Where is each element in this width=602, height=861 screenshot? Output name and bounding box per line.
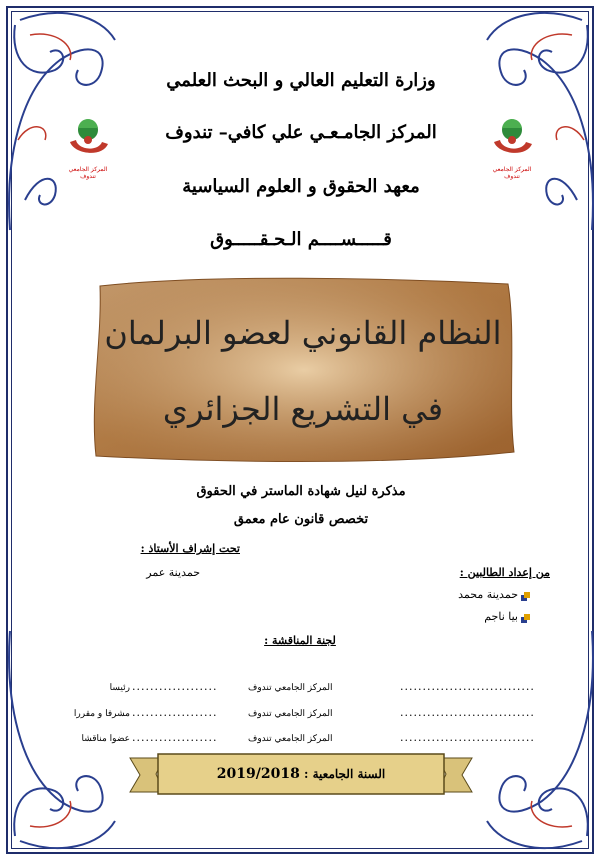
ministry-title: وزارة التعليم العالي و البحث العلمي xyxy=(166,70,436,91)
specialty-statement: تخصص قانون عام معمق xyxy=(233,512,369,527)
member-name-placeholder: .............................. xyxy=(400,680,535,693)
member-institution: المركز الجامعي تندوف xyxy=(248,709,333,719)
supervisor-name: حمدينة عمر xyxy=(146,566,200,579)
university-logo-left xyxy=(60,108,116,180)
member-role: عضوا مناقشا xyxy=(81,734,130,744)
department-name: قـــــســــم الـحـقـــــوق xyxy=(210,229,392,250)
academic-year-value: 2019/2018 xyxy=(216,766,300,782)
member-name-placeholder: .............................. xyxy=(400,706,535,719)
university-emblem-icon xyxy=(484,108,540,164)
logo-caption: المركز الجامعي تندوف xyxy=(68,166,108,180)
university-logo-right xyxy=(484,108,540,180)
academic-year xyxy=(158,766,444,782)
member-role: رئيسا xyxy=(109,683,130,693)
degree-statement: مذكرة لنيل شهادة الماستر في الحقوق xyxy=(196,484,406,499)
member-dots: ................... xyxy=(132,706,218,719)
thesis-title-line2: في التشريع الجزائري xyxy=(162,390,444,428)
member-institution: المركز الجامعي تندوف xyxy=(248,683,333,693)
student-item xyxy=(420,588,530,601)
committee-label: لجنة المناقشة : xyxy=(264,634,336,647)
thesis-title-line1: النظام القانوني لعضو البرلمان xyxy=(104,314,502,352)
member-institution: المركز الجامعي تندوف xyxy=(248,734,333,744)
academic-year-label: السنة الجامعية : xyxy=(304,767,386,781)
student-bullet-icon xyxy=(521,613,530,622)
title-scroll xyxy=(88,272,518,468)
logo-caption: المركز الجامعي تندوف xyxy=(492,166,532,180)
student-bullet-icon xyxy=(521,591,530,600)
parchment-scroll-icon xyxy=(88,272,518,468)
member-dots: ................... xyxy=(132,680,218,693)
students-label: من إعداد الطالبين : xyxy=(459,566,550,579)
student-name: حمدينة محمد xyxy=(458,588,518,601)
student-name: بيا ناجم xyxy=(484,610,518,623)
member-name-placeholder: .............................. xyxy=(400,731,535,744)
member-role: مشرفا و مقررا xyxy=(73,709,130,719)
supervisor-label: تحت إشراف الأستاذ : xyxy=(140,542,240,555)
student-item xyxy=(420,610,530,623)
institute-name: معهد الحقوق و العلوم السياسية xyxy=(182,176,420,197)
university-emblem-icon xyxy=(60,108,116,164)
member-dots: ................... xyxy=(132,731,218,744)
university-name: المركز الجامـعـي علي كافي– تندوف xyxy=(165,122,437,143)
